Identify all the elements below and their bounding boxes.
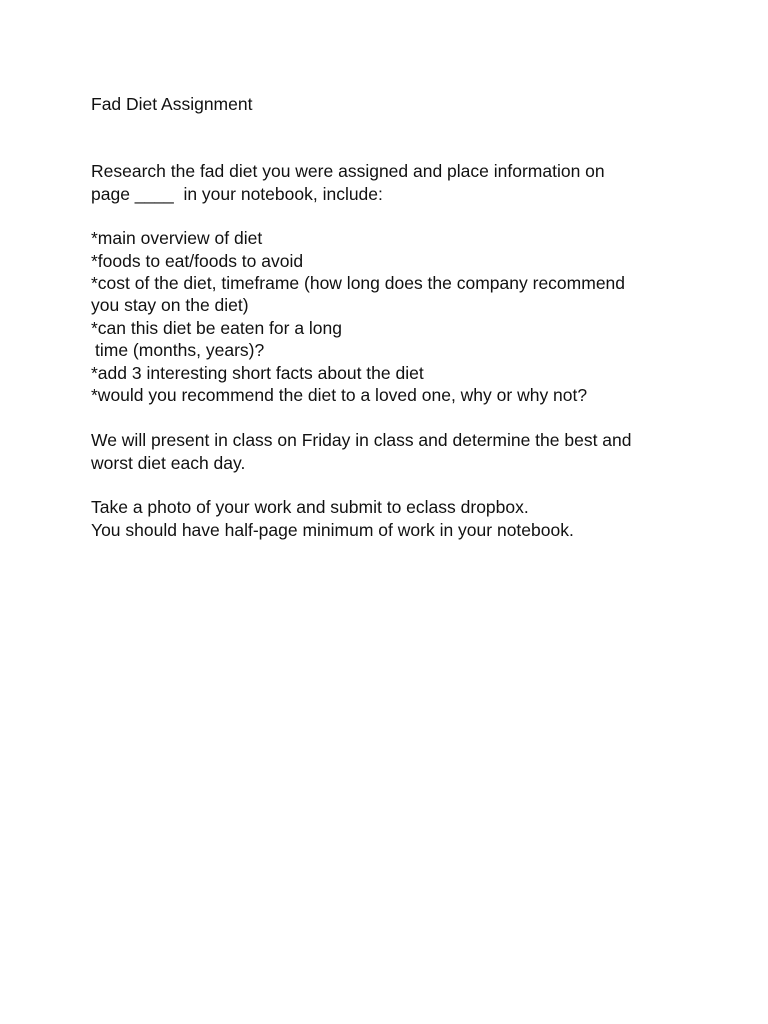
document-body <box>91 93 731 541</box>
requirements-list <box>91 227 731 406</box>
presentation-line-1: We will present in class on Friday in class and determine the best and <box>91 430 632 451</box>
submission-line-1: Take a photo of your work and submit to eclass dropbox. <box>91 497 529 518</box>
list-item-foods: *foods to eat/foods to avoid <box>91 250 304 271</box>
intro-line-1: Research the fad diet you were assigned and place information on <box>91 161 605 182</box>
list-item-facts: *add 3 interesting short facts about the diet <box>91 362 424 383</box>
list-item-overview: *main overview of diet <box>91 228 263 249</box>
intro-line-2: page ____ in your notebook, include: <box>91 183 383 204</box>
document-title <box>91 93 731 115</box>
title-text: Fad Diet Assignment <box>91 94 253 114</box>
intro-paragraph <box>91 160 731 205</box>
submission-line-2: You should have half-page minimum of work in your notebook. <box>91 519 574 540</box>
list-item-recommend: *would you recommend the diet to a loved one, why or why not? <box>91 385 588 406</box>
list-item-duration-line-2: time (months, years)? <box>95 340 265 361</box>
list-item-duration-line-1: *can this diet be eaten for a long <box>91 317 343 338</box>
presentation-paragraph <box>91 429 731 474</box>
list-item-cost-line-2: you stay on the diet) <box>91 295 249 316</box>
submission-paragraph <box>91 496 731 541</box>
list-item-cost-line-1: *cost of the diet, timeframe (how long does the company recommend <box>91 273 626 294</box>
presentation-line-2: worst diet each day. <box>91 452 246 473</box>
